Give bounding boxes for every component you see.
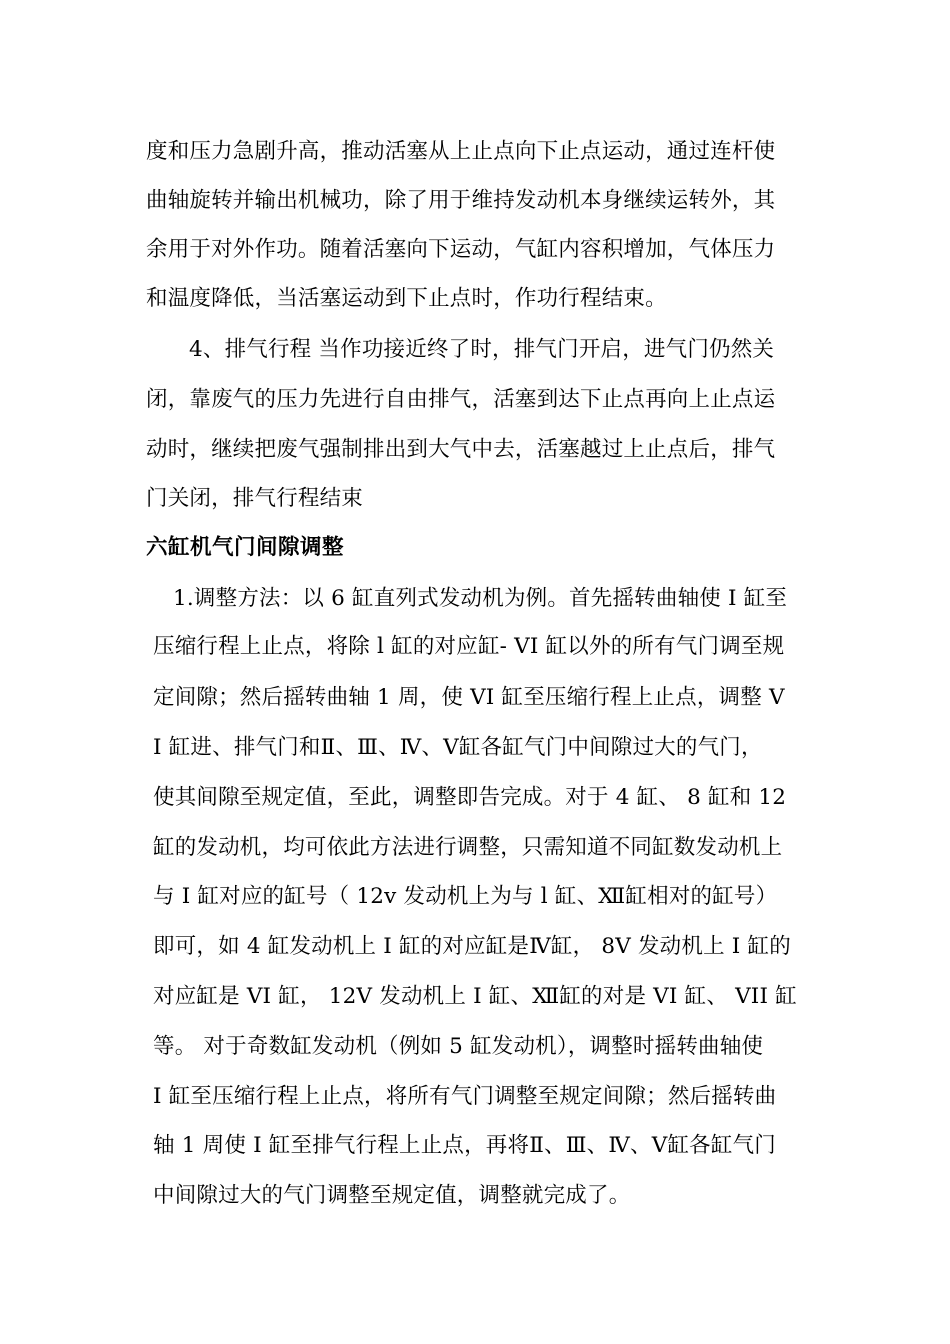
paragraph-line: 度和压力急剧升高，推动活塞从上止点向下止点运动，通过连杆使 [146,139,776,164]
paragraph-line: 和温度降低，当活塞运动到下止点时，作功行程结束。 [146,286,667,311]
paragraph-line: 与 I 缸对应的缸号（ 12v 发动机上为与 l 缸、Ⅻ缸相对的缸号） [153,884,778,909]
paragraph-line: I 缸至压缩行程上止点，将所有气门调整至规定间隙；然后摇转曲 [153,1084,777,1109]
paragraph-line: 轴 1 周使 I 缸至排气行程上止点，再将Ⅱ、Ⅲ、Ⅳ、Ⅴ缸各缸气门 [153,1133,776,1158]
paragraph-line: 动时，继续把废气强制排出到大气中去，活塞越过上止点后，排气 [146,437,776,462]
paragraph-line: 定间隙；然后摇转曲轴 1 周，使 VI 缸至压缩行程上止点，调整 V [153,685,785,710]
paragraph-line: 闭，靠废气的压力先进行自由排气，活塞到达下止点再向上止点运 [146,387,776,412]
paragraph-line: 门关闭，排气行程结束 [146,486,364,511]
paragraph-line: 即可，如 4 缸发动机上 I 缸的对应缸是Ⅳ缸， 8V 发动机上 I 缸的 [153,934,791,959]
paragraph-line: 余用于对外作功。随着活塞向下运动，气缸内容积增加，气体压力 [146,237,776,262]
paragraph-line: 曲轴旋转并输出机械功，除了用于维持发动机本身继续运转外，其 [146,188,776,213]
paragraph-line: 压缩行程上止点，将除 l 缸的对应缸- VI 缸以外的所有气门调至规 [153,634,785,659]
paragraph-line: 缸的发动机，均可依此方法进行调整，只需知道不同缸数发动机上 [153,835,783,860]
paragraph-line: 中间隙过大的气门调整至规定值，调整就完成了。 [153,1183,631,1208]
paragraph-line: 使其间隙至规定值，至此，调整即告完成。对于 4 缸、 8 缸和 12 [153,785,787,810]
paragraph-line: 1.调整方法：以 6 缸直列式发动机为例。首先摇转曲轴使 I 缸至 [173,586,788,611]
paragraph-line: 等。 对于奇数缸发动机（例如 5 缸发动机），调整时摇转曲轴使 [153,1034,764,1059]
paragraph-line: 对应缸是 VI 缸， 12V 发动机上 I 缸、Ⅻ缸的对是 VI 缸、 VII 缸 [153,984,797,1009]
paragraph-line: I 缸进、排气门和Ⅱ、Ⅲ、Ⅳ、Ⅴ缸各缸气门中间隙过大的气门， [153,735,763,760]
paragraph-line: 4、排气行程 当作功接近终了时，排气门开启，进气门仍然关 [189,337,775,362]
section-heading: 六缸机气门间隙调整 [146,535,345,560]
